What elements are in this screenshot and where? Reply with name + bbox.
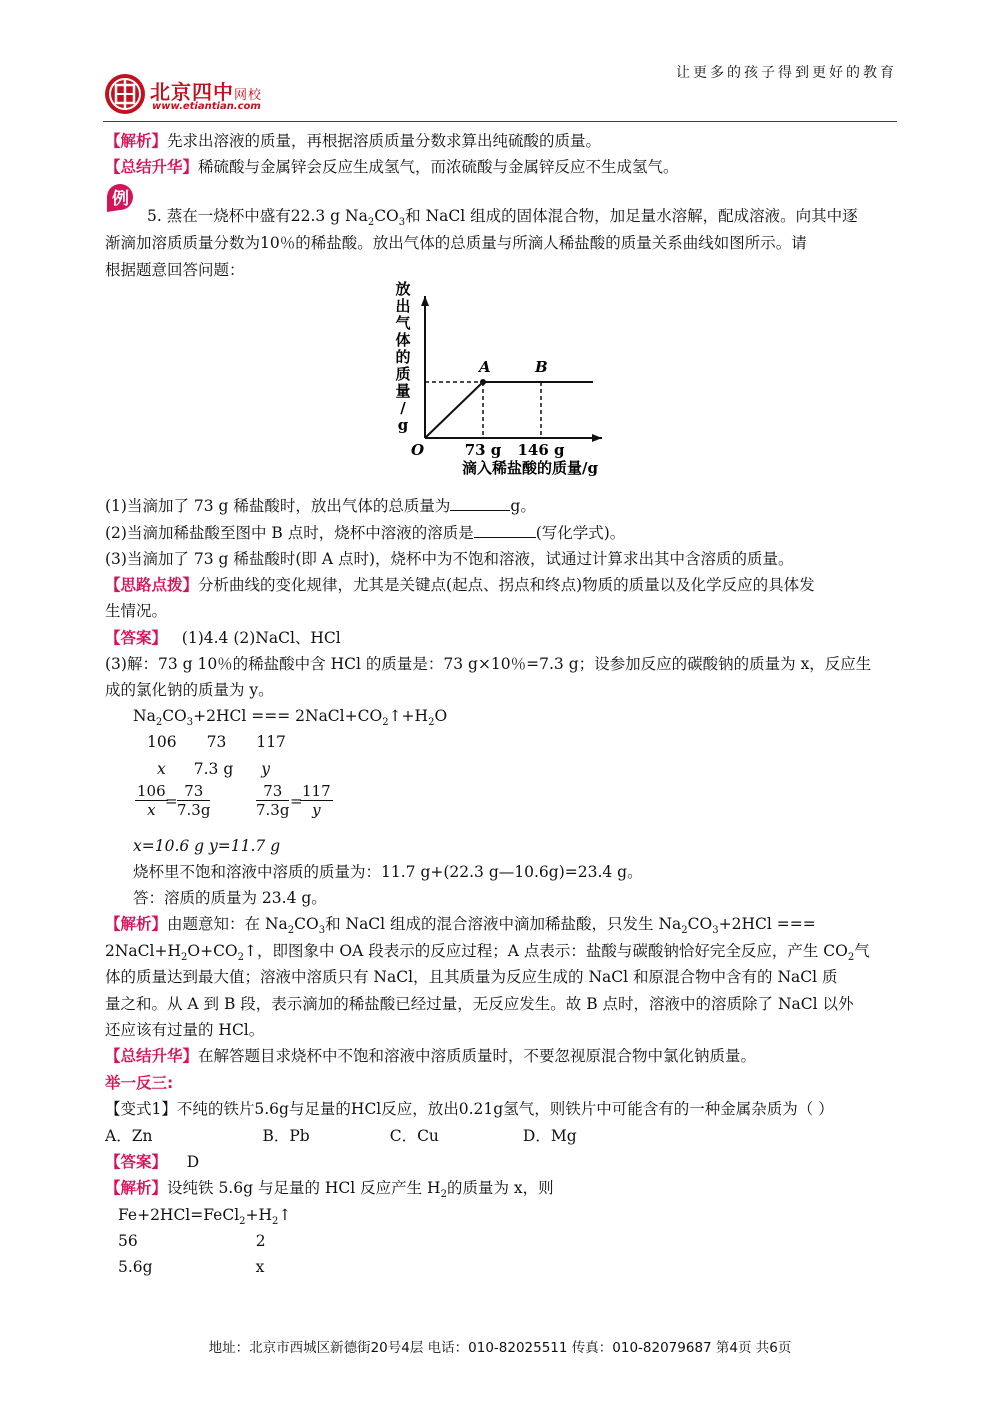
option-b[interactable]: B．Pb [262, 1127, 310, 1145]
molar-mass-row: 106 73 117 [147, 733, 286, 751]
logo-url: www.etiantian.com [152, 101, 261, 112]
q5-line2: 渐滴加溶质质量分数为10％的稀盐酸。放出气体的总质量与所滴人稀盐酸的质量关系曲线如图所示。请 [105, 234, 807, 252]
fraction-4: $\frac{117}{y}$ [302, 782, 331, 819]
fraction-1: $\frac{106}{x}$ [137, 782, 166, 819]
series-line-rise [425, 382, 483, 438]
reaction-equation: $Na_2CO_3+2HCl$ === $2NaCl+CO_2↑+H_2O$ [133, 707, 448, 729]
equals-2: = [290, 792, 303, 810]
q5-analysis-2: $2NaCl+H_2O+CO_2↑$，即图象中 OA 段表示的反应过程；A 点表示：盐酸与碳酸钠恰好完全反应，产生 $CO_2$气 [105, 942, 870, 964]
y-axis-label-char: g [397, 416, 409, 434]
logo-name: 北京四中网校 [150, 80, 263, 104]
example-badge [103, 180, 137, 214]
prev-summary: 【总结升华】稀硫酸与金属锌会反应生成氢气，而浓硫酸与金属锌反应不生成氢气。 [105, 158, 679, 176]
q5-part1: (1)当滴加了 73 g 稀盐酸时，放出气体的总质量为 g。 [105, 497, 536, 515]
equals-1: = [165, 792, 178, 810]
y-axis-label-char: 气 [395, 314, 411, 332]
y-axis-label-char: 的 [395, 348, 411, 366]
logo-seal-icon [103, 72, 149, 118]
xy-result: x=10.6 g y=11.7 g [133, 837, 281, 855]
variant-options [105, 1126, 577, 1146]
q5-line1: 5. 蒸在一烧杯中盛有22.3 g $Na_2CO_3$和 NaCl 组成的固体混合物，加足量水溶解，配成溶液。向其中逐 [147, 207, 858, 229]
q5-analysis-5: 还应该有过量的 HCl。 [105, 1021, 265, 1039]
slogan: 让更多的孩子得到更好的教育 [676, 65, 897, 81]
q5-part2: (2)当滴加稀盐酸至图中 B 点时，烧杯中溶液的溶质是 (写化学式)。 [105, 524, 626, 542]
option-a[interactable]: A．Zn [105, 1127, 153, 1145]
x-axis-arrow [592, 434, 602, 442]
origin-label: O [411, 441, 425, 459]
q5-summary: 【总结升华】在解答题目求烧杯中不饱和溶液中溶质质量时，不要忽视原混合物中氯化钠质量。 [105, 1047, 757, 1065]
option-d[interactable]: D．Mg [522, 1127, 577, 1145]
y-axis-arrow [421, 296, 429, 306]
x-tick-label: 73 g [464, 441, 502, 459]
variant-question: 【变式1】不纯的铁片5.6g与足量的HCl反应，放出0.21g氢气，则铁片中可能含有的一种金属杂质为（ ） [105, 1100, 834, 1118]
extend-heading: 举一反三: [105, 1074, 174, 1092]
variant-equation: $Fe+2HCl=FeCl_2+H_2↑$ [118, 1206, 292, 1228]
q5-analysis-4: 量之和。从 A 到 B 段，表示滴加的稀盐酸已经过量，无反应发生。故 B 点时，溶液中的溶质除了 NaCl 以外 [105, 995, 854, 1013]
q5-analysis-3: 体的质量达到最大值；溶液中溶质只有 NaCl，且其质量为反应生成的 NaCl 和原混合物中含有的 NaCl 质 [105, 968, 838, 986]
variable-row: x 7.3 g y [157, 760, 271, 778]
solute-mass-line: 烧杯里不饱和溶液中溶质的质量为：11.7 g+(22.3 g—10.6g)=23.4 g。 [133, 863, 643, 881]
variant-answer: 【答案】 D [105, 1153, 200, 1171]
q5-analysis-1: 【解析】由题意知：在 $Na_2CO_3$和 NaCl 组成的混合溶液中滴加稀盐酸，只发生 $Na_2CO_3+2HCl$ === [105, 915, 816, 937]
x-axis-label: 滴入稀盐酸的质量/g [462, 459, 598, 477]
y-axis-label-char: 放 [395, 280, 411, 298]
prev-analysis: 【解析】先求出溶液的质量，再根据溶质质量分数求算出纯硫酸的质量。 [105, 132, 602, 150]
fraction-2: $\frac{73}{7.3g}$ [177, 782, 211, 819]
answer-blank-1[interactable] [450, 496, 510, 511]
y-axis-label-char: 出 [395, 297, 411, 315]
q5-line3: 根据题意回答问题： [105, 261, 245, 279]
q5-solution-1: (3)解：73 g 10％的稀盐酸中含 HCl 的质量是：73 g×10％=7.3 g；设参加反应的碳酸钠的质量为 x，反应生 [105, 655, 872, 673]
q5-solution-2: 成的氯化钠的质量为 y。 [105, 681, 274, 699]
point-a [480, 379, 486, 385]
y-axis-label-char: / [400, 399, 406, 417]
point-b-label: B [535, 358, 548, 376]
q5-idea-cont: 生情况。 [105, 602, 168, 620]
x-tick-label: 146 g [517, 441, 565, 459]
variant-analysis: 【解析】设纯铁 5.6g 与足量的 HCl 反应产生 $H_2$的质量为 x，则 [105, 1179, 554, 1201]
gas-mass-chart [380, 276, 620, 486]
y-axis-label-char: 体 [395, 331, 411, 349]
final-answer: 答：溶质的质量为 23.4 g。 [133, 889, 327, 907]
example-badge-text: 例 [112, 189, 129, 209]
footer: 地址：北京市西城区新德街20号4层 电话：010-82025511 传真：010-82079687 第4页 共6页 [208, 1340, 792, 1356]
header-rule [103, 121, 897, 122]
variant-row-1: 56 2 [118, 1232, 266, 1250]
q5-part3: (3)当滴加了 73 g 稀盐酸时(即 A 点时)，烧杯中为不饱和溶液，试通过计算求出其中含溶质的质量。 [105, 550, 794, 568]
variant-row-2: 5.6g x [118, 1258, 265, 1276]
y-axis-label-char: 质 [395, 365, 411, 383]
q5-answer: 【答案】 (1)4.4 (2)NaCl、HCl [105, 629, 341, 647]
answer-blank-2[interactable] [474, 523, 536, 538]
point-a-label: A [479, 358, 491, 376]
q5-idea: 【思路点拨】分析曲线的变化规律，尤其是关键点(起点、拐点和终点)物质的质量以及化学反应的具体发 [105, 576, 815, 594]
y-axis-label-char: 量 [395, 382, 411, 400]
option-c[interactable]: C．Cu [389, 1127, 439, 1145]
fraction-3: $\frac{73}{7.3g}$ [256, 782, 290, 819]
